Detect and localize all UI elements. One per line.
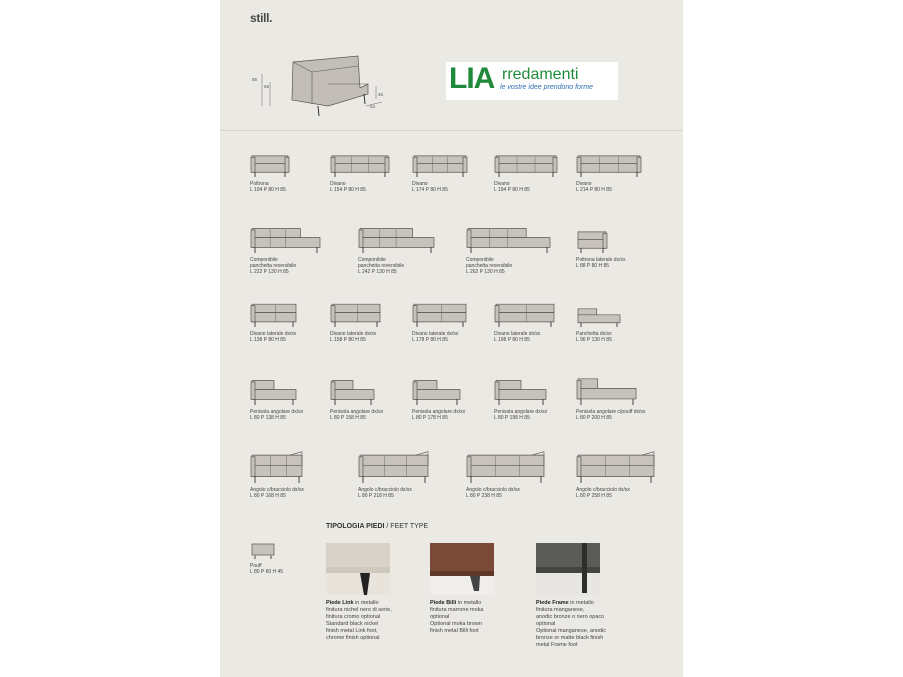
- model-name: Divano laterale dx/sx: [250, 331, 297, 337]
- section-divider: [220, 130, 683, 131]
- model-dimensions: L 198 P 80 H 85: [494, 337, 530, 343]
- model-item: [412, 376, 465, 421]
- model-name: Penisola angolare dx/sx: [494, 409, 548, 415]
- feet-photo-billi: [430, 543, 494, 595]
- sofa-drawing: [412, 376, 465, 406]
- model-label: [358, 487, 430, 499]
- model-item: [358, 450, 430, 499]
- model-label: [330, 409, 383, 421]
- model-dimensions: L 80 P 200 H 85: [576, 415, 612, 421]
- model-label: [576, 257, 625, 269]
- model-name: Penisola angolare dx/sx: [412, 409, 466, 415]
- model-dimensions: L 178 P 80 H 85: [412, 337, 448, 343]
- sofa-drawing: [330, 152, 390, 178]
- model-name: Divano laterale dx/sx: [330, 331, 377, 337]
- hero-dim-seat: 45: [378, 92, 384, 97]
- model-name: Penisola angolare c/pouff dx/sx: [576, 409, 646, 415]
- model-item: [412, 152, 468, 193]
- model-name: Poltrona: [250, 181, 269, 187]
- feet-text-billi: Piede Billi in metallo finitura marrone moka optional Optional moka brown finish metal Billi foot: [430, 600, 484, 634]
- model-label: [330, 331, 382, 343]
- model-item: [466, 450, 546, 499]
- model-dimensions: L 80 P 238 H 85: [466, 493, 502, 499]
- logo-name: rredamenti: [502, 66, 579, 83]
- model-item: [330, 376, 383, 421]
- model-name: Componibile: [466, 257, 494, 263]
- sofa-drawing: [250, 450, 304, 484]
- sofa-drawing: [576, 374, 645, 406]
- sofa-drawing: [250, 540, 283, 560]
- model-dimensions: L 80 P 158 H 85: [330, 415, 366, 421]
- sofa-drawing: [250, 376, 303, 406]
- model-name: Divano laterale dx/sx: [412, 331, 459, 337]
- sofa-drawing: [466, 224, 552, 254]
- logo-tagline: le vostre idee prendono forme: [500, 84, 593, 91]
- model-dimensions: L 80 P 198 H 85: [494, 415, 530, 421]
- model-item: [250, 152, 290, 193]
- sofa-drawing: [250, 300, 298, 328]
- model-dimensions: L 88 P 80 H 85: [576, 263, 610, 269]
- model-item: [250, 540, 283, 575]
- model-label: [412, 331, 468, 343]
- brand-title: still.: [250, 11, 273, 25]
- model-label: [412, 409, 465, 421]
- model-name: Angolo c/bracciolo dx/sx: [576, 487, 630, 493]
- model-label: [494, 331, 556, 343]
- model-dimensions: L 80 P 218 H 85: [358, 493, 394, 499]
- model-name: Angolo c/bracciolo dx/sx: [358, 487, 412, 493]
- model-label: [330, 181, 390, 193]
- model-name: Penisola angolare dx/sx: [250, 409, 304, 415]
- model-label: [250, 181, 290, 193]
- sofa-drawing: [576, 228, 625, 254]
- model-item: [358, 224, 436, 275]
- model-item: [576, 374, 645, 421]
- model-name: Angolo c/bracciolo dx/sx: [250, 487, 304, 493]
- model-name: Divano laterale dx/sx: [494, 331, 541, 337]
- model-name: Pouff: [250, 563, 262, 569]
- model-dimensions: L 158 P 80 H 85: [330, 337, 366, 343]
- hero-dim-depth: 54: [370, 104, 376, 109]
- model-label: [576, 409, 645, 421]
- sofa-drawing: [576, 304, 622, 328]
- sofa-drawing: [250, 152, 290, 178]
- model-item: [576, 304, 622, 343]
- model-label: [358, 257, 436, 275]
- model-dimensions: L 214 P 80 H 85: [576, 187, 612, 193]
- sofa-drawing: [494, 376, 548, 406]
- model-item: [330, 152, 390, 193]
- model-item: [466, 224, 552, 275]
- model-dimensions: L 242 P 130 H 85: [358, 269, 397, 275]
- hero-dim-seat-height: 65: [264, 84, 270, 89]
- hero-armchair-drawing: [248, 44, 388, 129]
- model-name: Divano: [494, 181, 510, 187]
- model-name: Divano: [576, 181, 592, 187]
- hero-dim-height: 85: [252, 77, 258, 82]
- sofa-drawing: [250, 224, 322, 254]
- model-label: [250, 487, 304, 499]
- model-item: [494, 152, 558, 193]
- feet-type-title: TIPOLOGIA PIEDI / FEET TYPE: [326, 523, 429, 530]
- model-label: [412, 181, 468, 193]
- model-item: [576, 152, 642, 193]
- model-dimensions: L 262 P 130 H 85: [466, 269, 505, 275]
- model-name: Componibile: [250, 257, 278, 263]
- model-dimensions: L 154 P 80 H 85: [330, 187, 366, 193]
- model-name-line2: panchetta reversibile: [250, 263, 297, 269]
- model-dimensions: L 80 P 168 H 85: [250, 493, 286, 499]
- model-dimensions: L 222 P 130 H 85: [250, 269, 289, 275]
- sofa-drawing: [412, 300, 468, 328]
- model-dimensions: L 104 P 80 H 85: [250, 187, 286, 193]
- model-item: [576, 450, 656, 499]
- model-dimensions: L 174 P 80 H 85: [412, 187, 448, 193]
- sofa-drawing: [358, 224, 436, 254]
- model-name: Panchetta dx/sx: [576, 331, 612, 337]
- model-name: Angolo c/bracciolo dx/sx: [466, 487, 520, 493]
- feet-photo-link: [326, 543, 390, 595]
- model-name: Divano: [330, 181, 346, 187]
- model-label: [576, 181, 642, 193]
- model-label: [466, 487, 546, 499]
- model-dimensions: L 80 P 178 H 85: [412, 415, 448, 421]
- model-dimensions: L 138 P 80 H 85: [250, 337, 286, 343]
- model-item: [250, 450, 304, 499]
- model-item: [330, 300, 382, 343]
- model-dimensions: L 80 P 60 H 45: [250, 569, 284, 575]
- model-name: Componibile: [358, 257, 386, 263]
- sofa-drawing: [494, 300, 556, 328]
- model-name: Poltrona laterale dx/sx: [576, 257, 626, 263]
- model-item: [494, 300, 556, 343]
- sofa-drawing: [576, 450, 656, 484]
- dealer-logo: [446, 62, 618, 100]
- feet-text-link: Piede Link in metallo finitura nichel nero di serie, finitura cromo optional Standard black nickel finish metal Link foot, chrome finish optional: [326, 600, 392, 641]
- model-item: [250, 224, 322, 275]
- logo-mark: LIA: [449, 62, 495, 95]
- model-label: [494, 181, 558, 193]
- feet-photo-frame: [536, 543, 600, 595]
- model-dimensions: L 80 P 258 H 85: [576, 493, 612, 499]
- model-name: Divano: [412, 181, 428, 187]
- sofa-drawing: [330, 376, 383, 406]
- model-name: Penisola angolare dx/sx: [330, 409, 384, 415]
- sofa-drawing: [494, 152, 558, 178]
- sofa-drawing: [358, 450, 430, 484]
- catalog-sheet: [220, 0, 683, 677]
- model-label: [250, 331, 298, 343]
- model-dimensions: L 96 P 130 H 85: [576, 337, 612, 343]
- model-label: [576, 331, 622, 343]
- model-item: [494, 376, 548, 421]
- sofa-drawing: [330, 300, 382, 328]
- model-label: [494, 409, 548, 421]
- model-name-line2: panchetta reversibile: [466, 263, 513, 269]
- model-item: [576, 228, 625, 269]
- model-item: [250, 376, 303, 421]
- sofa-drawing: [412, 152, 468, 178]
- model-name-line2: panchetta reversibile: [358, 263, 405, 269]
- model-label: [250, 563, 283, 575]
- model-label: [250, 257, 322, 275]
- model-item: [250, 300, 298, 343]
- model-item: [412, 300, 468, 343]
- model-label: [466, 257, 552, 275]
- feet-text-frame: Piede Frame in metallo finitura manganese, anodic bronze o nero opaco optional Optional manganese, anodic bronze or matte black finish metal Frame foot: [536, 600, 607, 648]
- sofa-drawing: [466, 450, 546, 484]
- sofa-drawing: [576, 152, 642, 178]
- model-label: [576, 487, 656, 499]
- model-dimensions: L 194 P 80 H 85: [494, 187, 530, 193]
- model-label: [250, 409, 303, 421]
- model-dimensions: L 80 P 138 H 85: [250, 415, 286, 421]
